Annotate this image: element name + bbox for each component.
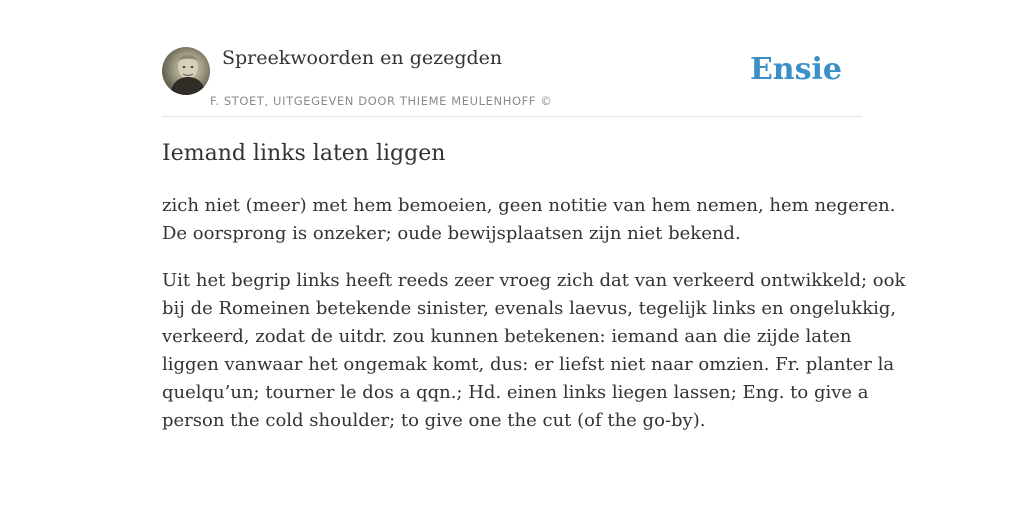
content-column [162, 0, 906, 431]
text-line: Uit het begrip links heeft reeds zeer vroeg zich dat van verkeerd ontwikkeld; ook [162, 270, 906, 291]
entry-body [162, 192, 906, 454]
text-line: zich niet (meer) met hem bemoeien, geen notitie van hem nemen, hem negeren. [162, 195, 896, 216]
text-line: quelqu’un; tourner le dos a qqn.; Hd. einen links liegen lassen; Eng. to give a [162, 382, 869, 403]
text-line: person the cold shoulder; to give one the cut (of the go-by). [162, 410, 706, 431]
source-header [162, 0, 862, 117]
entry-paragraph [162, 267, 906, 435]
text-line: bij de Romeinen betekende sinister, evenals laevus, tegelijk links en ongelukkig, [162, 298, 897, 319]
entry-title: Iemand links laten liggen [162, 141, 446, 166]
text-line: liggen vanwaar het ongemak komt, dus: er liefst niet naar omzien. Fr. planter la [162, 354, 895, 375]
portrait-image [162, 47, 210, 95]
entry-paragraph [162, 192, 896, 248]
author-avatar [162, 47, 210, 95]
ensie-logo-link[interactable]: Ensie [749, 52, 842, 87]
text-line: De oorsprong is onzeker; oude bewijsplaatsen zijn niet bekend. [162, 223, 741, 244]
source-publisher: F. STOET, UITGEGEVEN DOOR THIEME MEULENHOFF © [210, 94, 553, 108]
source-title[interactable]: Spreekwoorden en gezegden [222, 47, 503, 69]
text-line: verkeerd, zodat de uitdr. zou kunnen betekenen: iemand aan die zijde laten [162, 326, 852, 347]
